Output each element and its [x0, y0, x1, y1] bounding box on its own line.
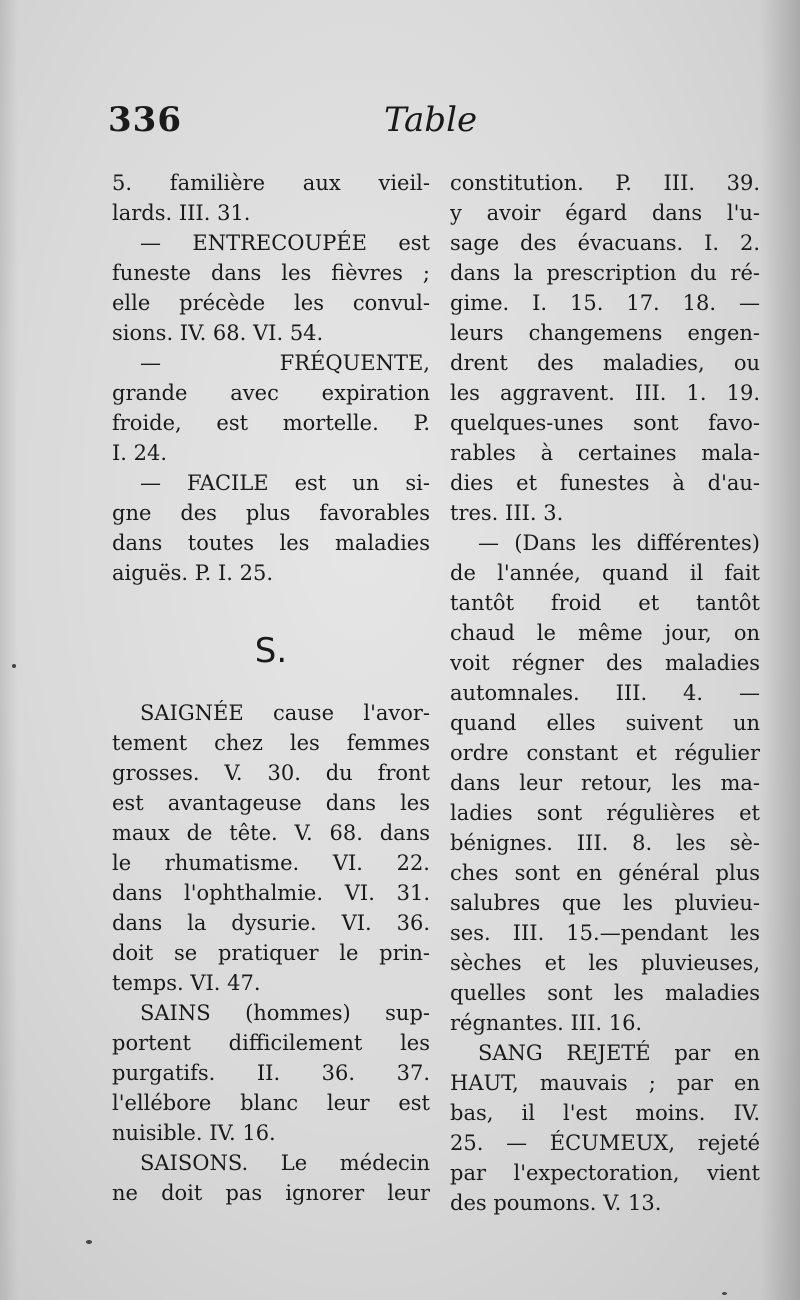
text-line: grande avec expiration [112, 381, 430, 405]
left-column [112, 168, 430, 1208]
text-line: temps. VI. 47. [112, 971, 261, 995]
text-line: nuisible. IV. 16. [112, 1121, 276, 1145]
text-line: I. 24. [112, 441, 168, 465]
entry-sang-rejete: SANG REJETÉ par en [478, 1041, 760, 1065]
paper-speck [722, 1292, 727, 1295]
text-line: ches sont en général plus [450, 861, 760, 885]
entry-dans-les-differentes: — (Dans les différentes) [478, 531, 760, 555]
text-line: gne des plus favorables [112, 501, 430, 525]
text-line: ordre constant et régulier [450, 741, 760, 765]
text-line: chaud le même jour, on [450, 621, 760, 645]
text-line: automnales. III. 4. — [450, 681, 760, 705]
paper-speck [12, 664, 16, 668]
right-column [450, 168, 760, 1218]
text-line: tantôt froid et tantôt [450, 591, 760, 615]
text-line: leurs changemens engen- [450, 321, 760, 345]
entry-saignee: SAIGNÉE cause l'avor- [140, 701, 430, 725]
text-line: de l'année, quand il fait [450, 561, 760, 585]
text-line: grosses. V. 30. du front [112, 761, 430, 785]
entry-sains: SAINS (hommes) sup- [140, 1001, 430, 1025]
entry-saisons: SAISONS. Le médecin [140, 1151, 430, 1175]
text-line: funeste dans les fièvres ; [112, 261, 430, 285]
text-line: voit régner des maladies [450, 651, 760, 675]
text-line: des poumons. V. 13. [450, 1191, 662, 1215]
text-line: ses. III. 15.—pendant les [450, 921, 760, 945]
text-line: quelques-unes sont favo- [450, 411, 760, 435]
paper-speck [86, 1240, 92, 1244]
text-line: sèches et les pluvieuses, [450, 951, 760, 975]
text-line: quand elles suivent un [450, 711, 760, 735]
text-line: dies et funestes à d'au- [450, 471, 760, 495]
text-line: par l'expectoration, vient [450, 1161, 760, 1185]
text-line: tement chez les femmes [112, 731, 430, 755]
text-line: le rhumatisme. VI. 22. [112, 851, 430, 875]
text-line: doit se pratiquer le prin- [112, 941, 430, 965]
text-line: 25. — ÉCUMEUX, rejeté [450, 1131, 760, 1155]
text-line: bénignes. III. 8. les sè- [450, 831, 760, 855]
entry-entrecoupee: — ENTRECOUPÉE est [140, 231, 430, 255]
text-line: portent difficilement les [112, 1031, 430, 1055]
text-line: tres. III. 3. [450, 501, 564, 525]
text-line: dans la dysurie. VI. 36. [112, 911, 430, 935]
text-line: régnantes. III. 16. [450, 1011, 643, 1035]
running-title: Table [384, 100, 478, 140]
entry-facile: — FACILE est un si- [140, 471, 430, 495]
text-line: quelles sont les maladies [450, 981, 760, 1005]
text-line: salubres que les pluvieu- [450, 891, 760, 915]
text-line: elle précède les convul- [112, 291, 430, 315]
text-line: est avantageuse dans les [112, 791, 430, 815]
text-line: 5. familière aux vieil- [112, 171, 430, 195]
text-line: sions. IV. 68. VI. 54. [112, 321, 324, 345]
text-line: sage des évacuans. I. 2. [450, 231, 760, 255]
text-line: dans leur retour, les ma- [450, 771, 760, 795]
text-line: constitution. P. III. 39. [450, 171, 760, 195]
text-line: ne doit pas ignorer leur [112, 1181, 430, 1205]
page-number: 336 [108, 100, 182, 140]
text-line: maux de tête. V. 68. dans [112, 821, 430, 845]
text-line: ladies sont régulières et [450, 801, 760, 825]
text-line: bas, il l'est moins. IV. [450, 1101, 760, 1125]
text-line: y avoir égard dans l'u- [450, 201, 760, 225]
text-line: drent des maladies, ou [450, 351, 760, 375]
page-header [108, 100, 768, 150]
text-line: purgatifs. II. 36. 37. [112, 1061, 430, 1085]
text-line: dans la prescription du ré- [450, 261, 760, 285]
text-line: dans toutes les maladies [112, 531, 430, 555]
section-letter: S. [254, 631, 288, 671]
text-line: l'ellébore blanc leur est [112, 1091, 430, 1115]
text-line: rables à certaines mala- [450, 441, 760, 465]
text-line: les aggravent. III. 1. 19. [450, 381, 760, 405]
entry-frequente: — FRÉQUENTE, [140, 351, 430, 375]
text-line: dans l'ophthalmie. VI. 31. [112, 881, 430, 905]
text-line: gime. I. 15. 17. 18. — [450, 291, 760, 315]
text-line: lards. III. 31. [112, 201, 251, 225]
text-line: aiguës. P. I. 25. [112, 561, 274, 585]
text-line: froide, est mortelle. P. [112, 411, 430, 435]
text-line: HAUT, mauvais ; par en [450, 1071, 760, 1095]
